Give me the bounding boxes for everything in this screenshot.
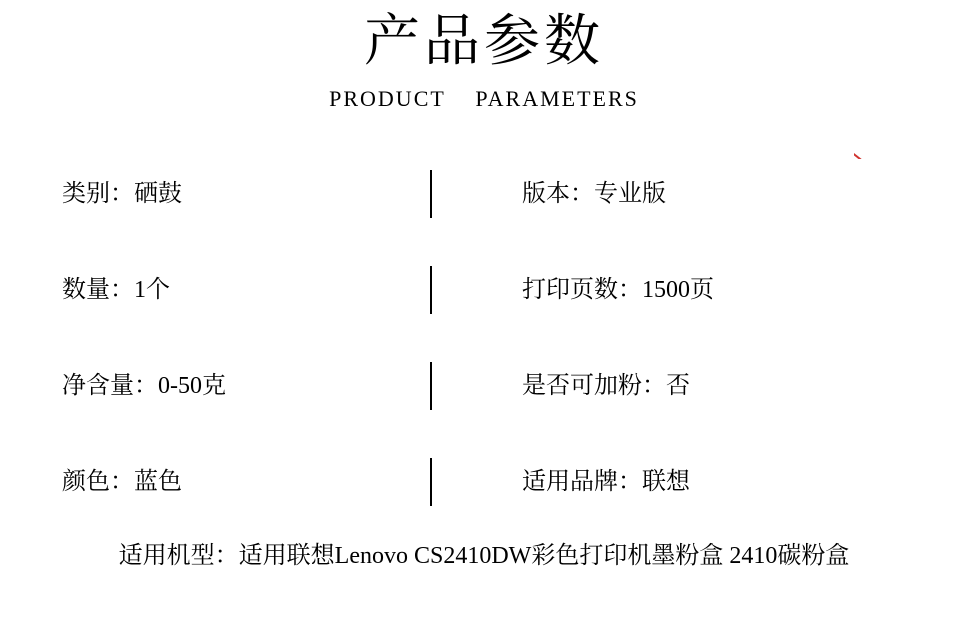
red-mark-icon — [854, 152, 863, 159]
row-divider — [430, 170, 432, 218]
page-title-cn: 产品参数 — [364, 11, 604, 73]
spec-color: 颜色：蓝色 — [62, 469, 182, 495]
table-row — [0, 146, 968, 242]
spec-quantity: 数量：1个 — [62, 277, 170, 303]
spec-net-content: 净含量：0-50克 — [62, 373, 226, 399]
table-row — [0, 434, 968, 530]
spec-table — [0, 146, 968, 530]
row-divider — [430, 266, 432, 314]
spec-category: 类别：硒鼓 — [62, 181, 182, 207]
spec-refillable: 是否可加粉：否 — [522, 373, 690, 399]
spec-compatible-models: 适用机型：适用联想Lenovo CS2410DW彩色打印机墨粉盒 2410碳粉盒 — [118, 543, 850, 569]
table-row — [0, 338, 968, 434]
row-divider — [430, 458, 432, 506]
spec-brand: 适用品牌：联想 — [522, 469, 690, 495]
row-divider — [430, 362, 432, 410]
spec-page-yield: 打印页数：1500页 — [522, 277, 714, 303]
page-title-en: PRODUCT PARAMETERS — [329, 86, 639, 111]
spec-version: 版本：专业版 — [522, 181, 666, 207]
table-row — [0, 242, 968, 338]
